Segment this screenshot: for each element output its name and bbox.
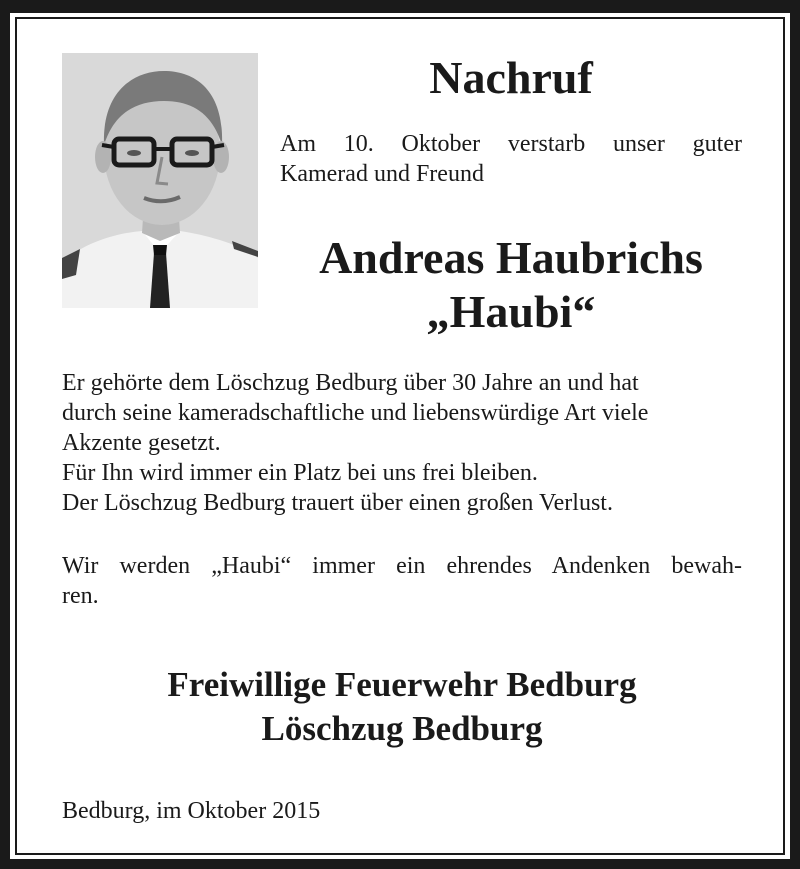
portrait-illustration (62, 53, 258, 308)
deceased-block (272, 231, 750, 339)
intro-text (280, 129, 742, 189)
body-line-1: Er gehörte dem Löschzug Bedburg über 30 Jahre an und hat (62, 370, 639, 396)
body-line-2: durch seine kameradschaftliche und liebenswürdige Art viele (62, 400, 649, 426)
place-date: Bedburg, im Oktober 2015 (62, 798, 321, 824)
intro-line-2: Kamerad und Freund (280, 161, 484, 187)
notice-heading: Nachruf (429, 52, 593, 103)
organization-line-2: Löschzug Bedburg (261, 709, 543, 748)
intro-line-1: Am 10. Oktober verstarb unser guter (280, 131, 742, 157)
deceased-nickname: „Haubi“ (426, 286, 596, 337)
obituary-notice (10, 13, 790, 859)
organization-signature (62, 663, 742, 751)
organization-line-1: Freiwillige Feuerwehr Bedburg (167, 665, 637, 704)
body-line-3: Akzente gesetzt. (62, 430, 221, 456)
body-line-5: Der Löschzug Bedburg trauert über einen großen Verlust. (62, 490, 613, 516)
body-text (62, 368, 742, 518)
closing-text (62, 551, 742, 611)
closing-line-2: ren. (62, 583, 99, 609)
deceased-name: Andreas Haubrichs (319, 232, 703, 283)
closing-line-1: Wir werden „Haubi“ immer ein ehrendes Andenken bewah- (62, 553, 742, 579)
body-line-4: Für Ihn wird immer ein Platz bei uns frei bleiben. (62, 460, 538, 486)
portrait-photo (62, 53, 258, 308)
